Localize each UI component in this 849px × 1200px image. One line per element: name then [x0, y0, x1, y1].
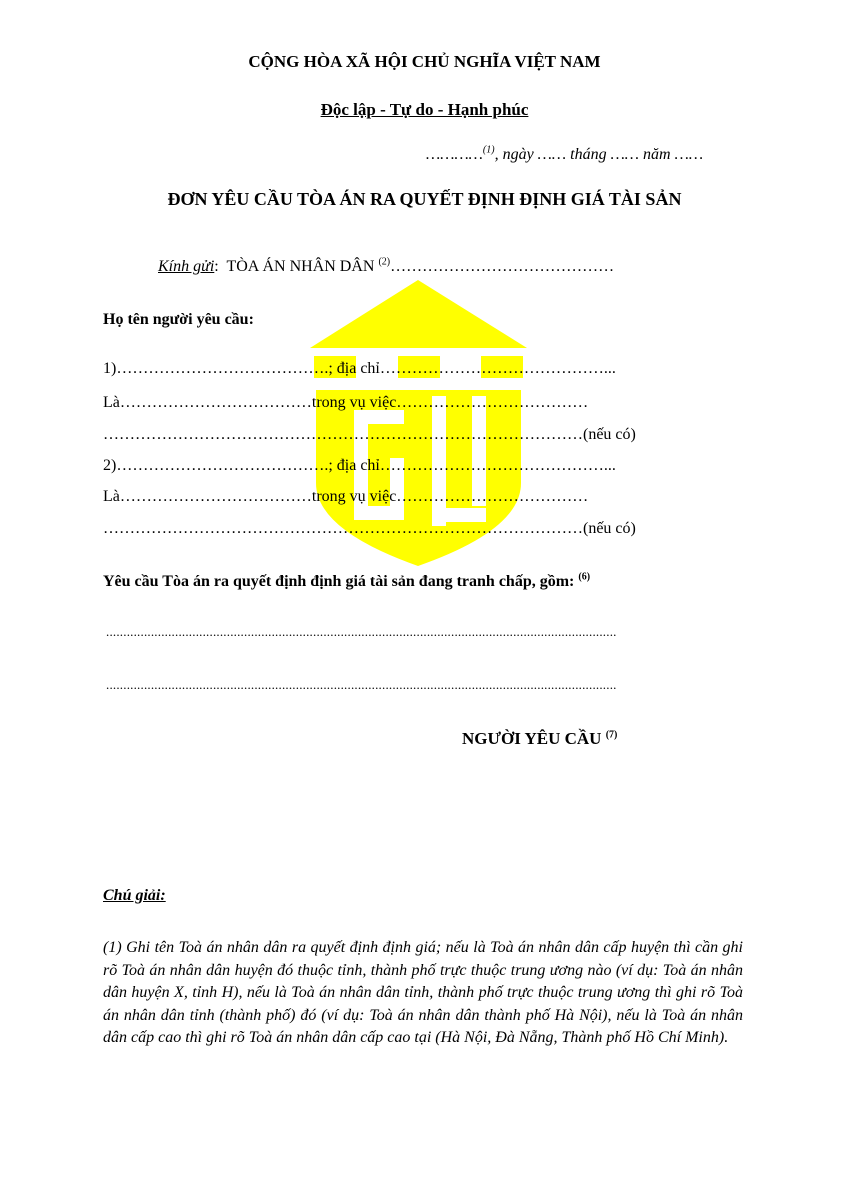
national-motto: Độc lập - Tự do - Hạnh phúc: [320, 100, 529, 119]
signature-label: [462, 729, 617, 749]
request-heading: [103, 573, 590, 591]
document-title: ĐƠN YÊU CẦU TÒA ÁN RA QUYẾT ĐỊNH ĐỊNH GIÁ TÀI SẢN: [167, 189, 682, 209]
date-text: , ngày …… tháng …… năm ……: [494, 146, 704, 163]
requester-line-5: Là………………………………trong vụ việc………………………………: [103, 488, 589, 505]
requester-line-4: 2)………………………………….; địa chỉ……………………………………...: [103, 457, 616, 474]
request-ref: (6): [578, 571, 591, 583]
signature-label-text: NGƯỜI YÊU CẦU: [462, 729, 602, 748]
requester-line-2: Là………………………………trong vụ việc………………………………: [103, 394, 589, 411]
watermark-roof: [310, 280, 527, 348]
requester-heading: Họ tên người yêu cầu:: [103, 311, 254, 328]
notes-heading: Chú giải:: [103, 887, 166, 904]
note-1: (1) Ghi tên Toà án nhân dân ra quyết định định giá; nếu là Toà án nhân dân cấp huyện thì cần ghi rõ Toà án nhân dân huyện đó thuộc tỉnh, thành phố trực thuộc trung ương nào (ví dụ: Toà án nhân dân huyện X, tỉnh H), nếu là Toà án nhân dân tỉnh, thành phố trực thuộc trung ương thì ghi rõ Toà án nhân dân tỉnh (thành phố) đó (ví dụ: Toà án nhân dân thành phố Hà Nội), nếu là Toà án nhân dân cấp cao thì ghi rõ Toà án nhân dân cấp cao tại (Hà Nội, Đà Nẵng, Thành phố Hồ Chí Minh).: [103, 939, 743, 1046]
recipient-label: Kính gửi: [158, 258, 215, 275]
place-dots: …………: [426, 146, 483, 163]
requester-line-3: ………………………………………………………………………………(nếu có): [103, 426, 636, 443]
recipient-line: [158, 258, 614, 276]
recipient-dots: ……………………………………: [390, 258, 615, 275]
recipient-value: TÒA ÁN NHÂN DÂN: [226, 258, 375, 275]
place-ref: (1): [482, 144, 495, 156]
place-date-line: [426, 146, 703, 164]
recipient-ref: (2): [378, 256, 391, 268]
requester-line-6: ………………………………………………………………………………(nếu có): [103, 520, 636, 537]
recipient-colon: :: [214, 258, 219, 275]
signature-ref: (7): [605, 729, 618, 741]
requester-line-1: 1)………………………………….; địa chỉ……………………………………...: [103, 360, 616, 377]
dotted-line-1: ....................................................................................................................................................: [106, 624, 617, 639]
request-heading-text: Yêu cầu Tòa án ra quyết định định giá tài sản đang tranh chấp, gồm:: [103, 573, 575, 590]
dotted-line-2: ....................................................................................................................................................: [106, 677, 617, 692]
country-name: CỘNG HÒA XÃ HỘI CHỦ NGHĨA VIỆT NAM: [248, 52, 601, 71]
